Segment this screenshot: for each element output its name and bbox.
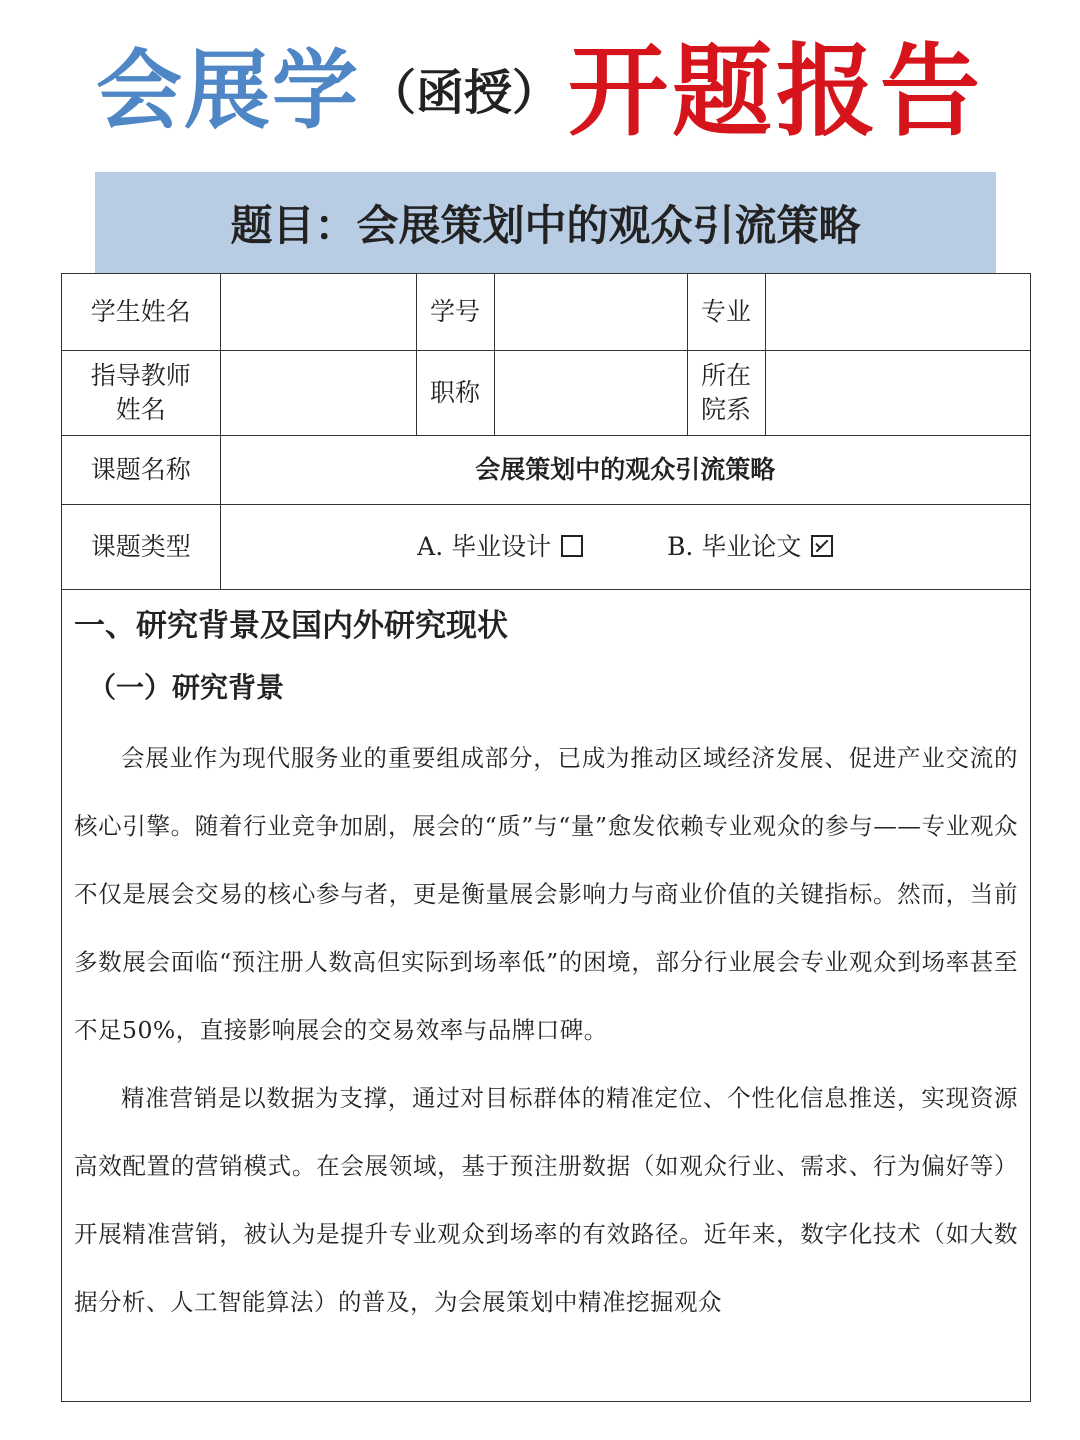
headline-major: 会展学: [95, 41, 360, 141]
headline-note: （函授）: [367, 64, 560, 121]
major-field[interactable]: [765, 274, 1030, 351]
checked-box-icon[interactable]: [811, 535, 833, 557]
topic-name-value: 会展策划中的观众引流策略: [220, 436, 1030, 505]
option-design[interactable]: [417, 530, 583, 564]
label-advisor-name: 指导教师姓名: [90, 361, 191, 424]
label-title-rank: 职称: [416, 351, 494, 436]
label-student-id: 学号: [416, 274, 494, 351]
headline-report: 开题报告: [568, 33, 984, 150]
option-design-label: A. 毕业设计: [417, 532, 552, 561]
option-thesis[interactable]: [667, 530, 833, 564]
title-rank-field[interactable]: [494, 351, 687, 436]
table-row: [62, 351, 1030, 436]
student-name-field[interactable]: [220, 274, 416, 351]
label-topic-name: 课题名称: [62, 436, 220, 505]
report-form: [61, 273, 1031, 1402]
table-row: [62, 274, 1030, 351]
option-thesis-label: B. 毕业论文: [667, 532, 802, 561]
section-title: 一、研究背景及国内外研究现状: [74, 608, 508, 644]
label-department: 所在院系: [700, 361, 751, 424]
table-row: [62, 436, 1030, 505]
topic-banner: 题目：会展策划中的观众引流策略: [95, 172, 996, 273]
page-headline: [0, 18, 1080, 148]
student-id-field[interactable]: [494, 274, 687, 351]
label-topic-type: 课题类型: [62, 505, 220, 590]
report-body: [62, 606, 1030, 1336]
subsection-title: （一）研究背景: [88, 671, 285, 704]
unchecked-box-icon[interactable]: [561, 535, 583, 557]
paragraph-precision-marketing: 精准营销是以数据为支撑，通过对目标群体的精准定位、个性化信息推送，实现资源高效配置的营销模式。在会展领域，基于预注册数据（如观众行业、需求、行为偏好等）开展精准营销，被认为是提升专业观众到场率的有效路径。近年来，数字化技术（如大数据分析、人工智能算法）的普及，为会展策划中精准挖掘观众: [74, 1084, 1018, 1316]
advisor-name-field[interactable]: [220, 351, 416, 436]
label-student-name: 学生姓名: [62, 274, 220, 351]
info-table: [62, 274, 1030, 590]
paragraph-background: 会展业作为现代服务业的重要组成部分，已成为推动区域经济发展、促进产业交流的核心引擎。随着行业竞争加剧，展会的“质”与“量”愈发依赖专业观众的参与——专业观众不仅是展会交易的核心参与者，更是衡量展会影响力与商业价值的关键指标。然而，当前多数展会面临“预注册人数高但实际到场率低”的困境，部分行业展会专业观众到场率甚至不足50%，直接影响展会的交易效率与品牌口碑。: [74, 744, 1018, 1044]
table-row: [62, 505, 1030, 590]
label-major: 专业: [687, 274, 765, 351]
topic-type-options: [220, 505, 1030, 590]
department-field[interactable]: [765, 351, 1030, 436]
